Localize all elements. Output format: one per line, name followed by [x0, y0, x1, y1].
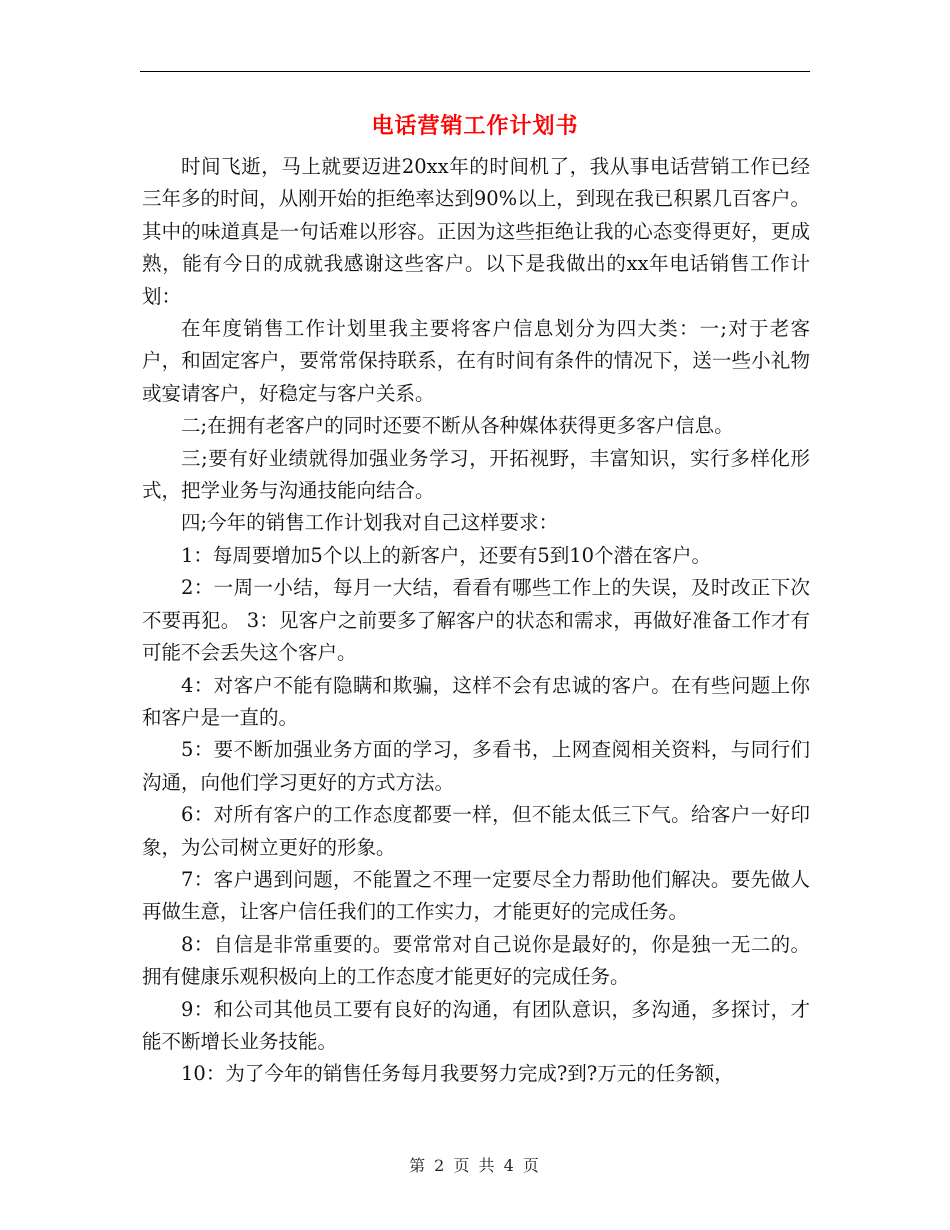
paragraph-item-8: 8：自信是非常重要的。要常常对自己说你是最好的，你是独一无二的。拥有健康乐观积极向上的工作态度才能更好的完成任务。 — [142, 932, 810, 989]
paragraph-item-9: 9：和公司其他员工要有良好的沟通，有团队意识，多沟通，多探讨，才能不断增长业务技能。 — [142, 997, 810, 1053]
paragraph-category-4: 四;今年的销售工作计划我对自己这样要求： — [181, 511, 559, 535]
paragraph-item-4: 4：对客户不能有隐瞒和欺骗，这样不会有忠诚的客户。在有些问题上你和客户是一直的。 — [142, 673, 810, 729]
paragraph-category-3: 三;要有好业绩就得加强业务学习，开拓视野，丰富知识，实行多样化形式，把学业务与沟通技能向结合。 — [142, 446, 810, 503]
paragraph-item-10: 10：为了今年的销售任务每月我要努力完成?到?万元的任务额， — [181, 1062, 734, 1086]
paragraph-intro: 时间飞逝，马上就要迈进20xx年的时间机了，我从事电话营销工作已经三年多的时间，从刚开始的拒绝率达到90%以上，到现在我已积累几百客户。其中的味道真是一句话难以形容。正因为这些拒绝让我的心态变得更好，更成熟，能有今日的成就我感谢这些客户。以下是我做出的xx年电话销售工作计划： — [142, 155, 810, 308]
paragraph-item-6: 6：对所有客户的工作态度都要一样，但不能太低三下气。给客户一好印象，为公司树立更好的形象。 — [142, 803, 810, 859]
paragraph-item-7: 7：客户遇到问题，不能置之不理一定要尽全力帮助他们解决。要先做人再做生意，让客户信任我们的工作实力，才能更好的完成任务。 — [142, 867, 810, 924]
paragraph-item-2-3: 2：一周一小结，每月一大结，看看有哪些工作上的失误，及时改正下次不要再犯。 3：见客户之前要多了解客户的状态和需求，再做好准备工作才有可能不会丢失这个客户。 — [142, 576, 810, 665]
paragraph-category-2: 二;在拥有老客户的同时还要不断从各种媒体获得更多客户信息。 — [181, 414, 734, 438]
paragraph-item-1: 1：每周要增加5个以上的新客户，还要有5到10个潜在客户。 — [181, 543, 712, 567]
page-number-footer: 第 2 页 共 4 页 — [409, 1156, 541, 1175]
document-body — [142, 151, 810, 1091]
document-title: 电话营销工作计划书 — [371, 113, 579, 139]
paragraph-category-1: 在年度销售工作计划里我主要将客户信息划分为四大类：一;对于老客户，和固定客户，要常常保持联系，在有时间有条件的情况下，送一些小礼物或宴请客户，好稳定与客户关系。 — [142, 317, 810, 405]
header-rule — [140, 71, 810, 72]
paragraph-item-5: 5：要不断加强业务方面的学习，多看书，上网查阅相关资料，与同行们沟通，向他们学习更好的方式方法。 — [142, 738, 810, 794]
